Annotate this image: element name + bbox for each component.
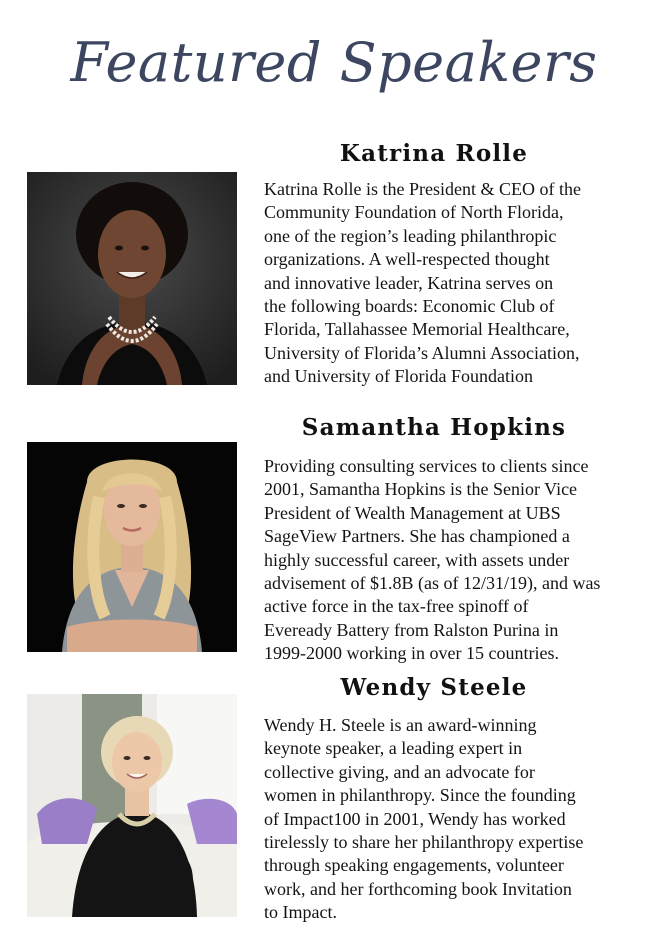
speaker-name-katrina-rolle: Katrina Rolle xyxy=(339,140,529,167)
speaker-name-samantha-hopkins: Samantha Hopkins xyxy=(301,414,567,441)
speaker-photo-samantha-hopkins xyxy=(27,442,237,652)
speaker-bio-wendy-steele: Wendy H. Steele is an award-winning keynote speaker, a leading expert in collective giving, and an advocate for women in philanthropy. Since the founding of Impact100 in 2001, Wendy has worked tirelessly to share her philanthropy expertise through speaking engagements, volunteer work, and her forthcoming book Invitation to Impact. xyxy=(264,715,584,923)
speaker-photo-katrina-rolle xyxy=(27,172,237,385)
speaker-bio-samantha-hopkins: Providing consulting services to clients since 2001, Samantha Hopkins is the Senior Vice President of Wealth Management at UBS SageView Partners. She has championed a highly successful career, with assets under advisement of $1.8B (as of 12/31/19), and was active force in the tax-free spinoff of Eveready Battery from Ralston Purina in 1999-2000 working in over 15 countries. xyxy=(264,456,601,664)
speaker-bio-katrina-rolle: Katrina Rolle is the President & CEO of the Community Foundation of North Florida, one of the region’s leading philanthropic organizations. A well-respected thought and innovative leader, Katrina serves on the following boards: Economic Club of Florida, Tallahassee Memorial Healthcare, University of Florida’s Alumni Association, and University of Florida Foundation xyxy=(264,179,581,387)
portrait-icon xyxy=(27,442,237,652)
portrait-icon xyxy=(27,172,237,385)
page-title: Featured Speakers xyxy=(70,31,598,94)
portrait-icon xyxy=(27,694,237,917)
speaker-name-wendy-steele: Wendy Steele xyxy=(340,674,528,701)
speaker-photo-wendy-steele xyxy=(27,694,237,917)
